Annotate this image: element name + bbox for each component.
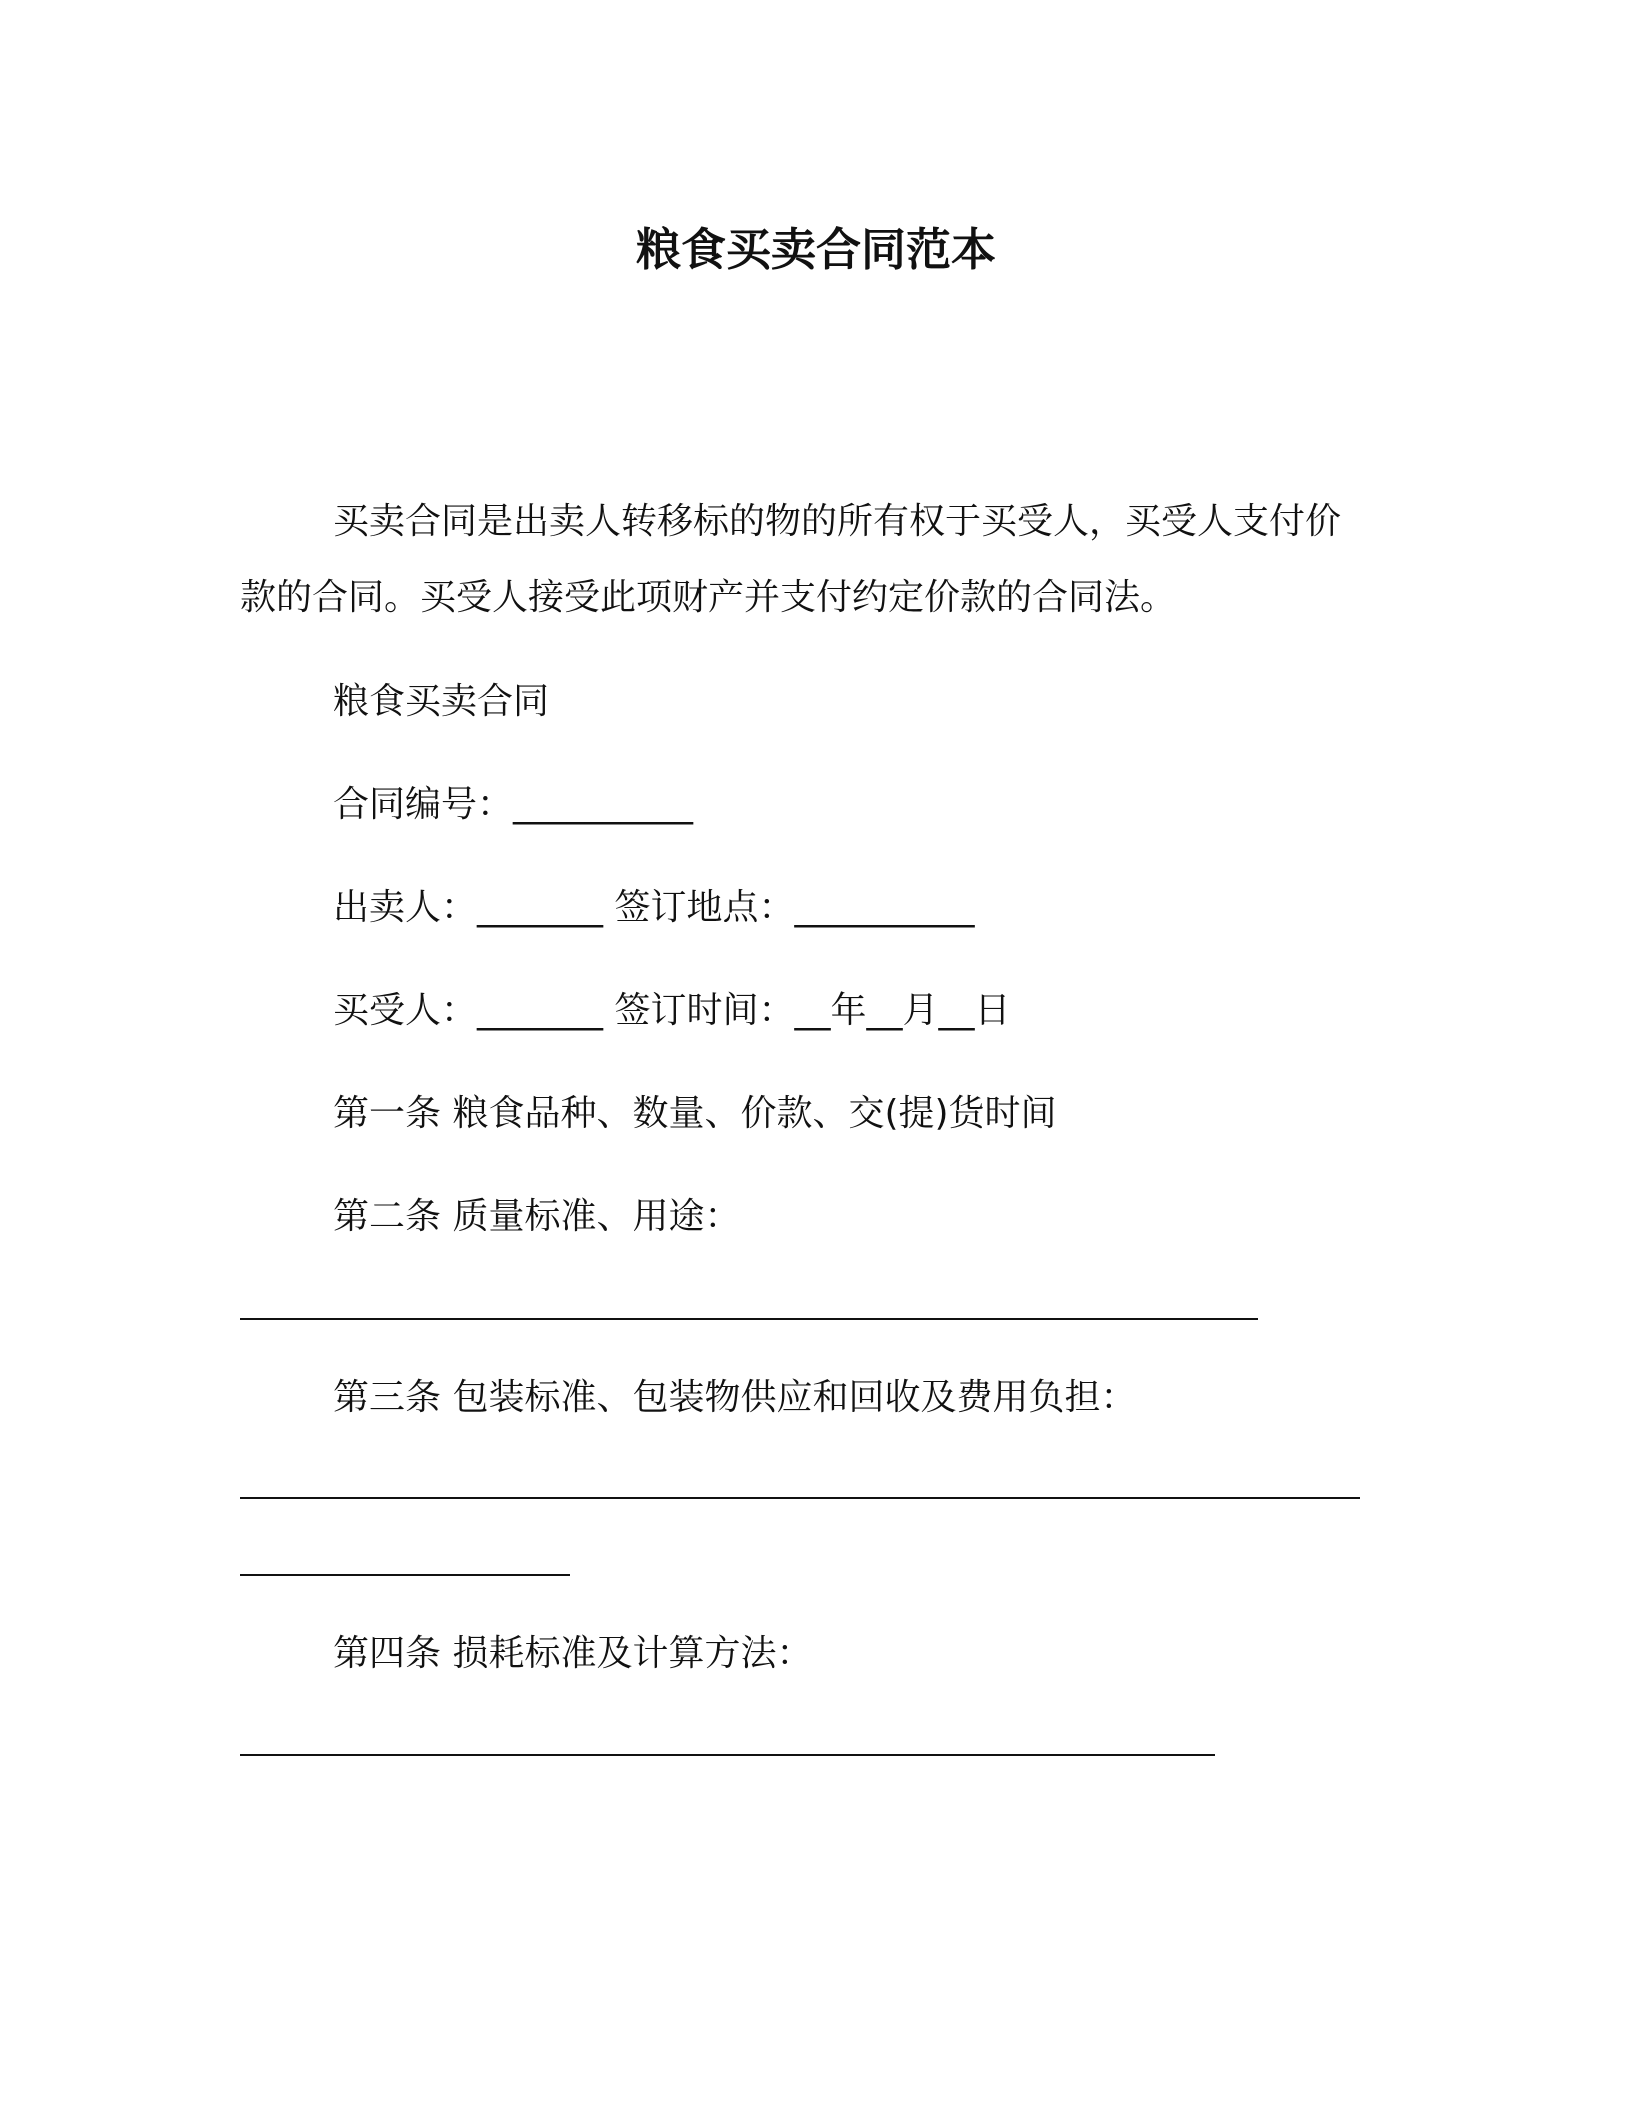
contract-number-field: 合同编号：__________: [333, 784, 694, 825]
article-4: 第四条 损耗标准及计算方法：: [333, 1633, 813, 1674]
article-3-blank-line-1: [240, 1497, 1360, 1499]
document-title: 粮食买卖合同范本: [635, 223, 996, 276]
article-1: 第一条 粮食品种、数量、价款、交(提)货时间: [333, 1093, 1057, 1134]
intro-paragraph-line-2: 款的合同。买受人接受此项财产并支付约定价款的合同法。: [240, 577, 1177, 618]
buyer-and-date-field: 买受人：_______ 签订时间：__年__月__日: [333, 990, 1011, 1031]
article-3: 第三条 包装标准、包装物供应和回收及费用负担：: [333, 1377, 1137, 1418]
article-2: 第二条 质量标准、用途：: [333, 1196, 741, 1237]
seller-and-place-field: 出卖人：_______ 签订地点：__________: [333, 887, 975, 928]
intro-paragraph-line-1: 买卖合同是出卖人转移标的物的所有权于买受人，买受人支付价: [333, 501, 1342, 542]
contract-heading: 粮食买卖合同: [333, 681, 550, 722]
article-4-blank-line: [240, 1754, 1215, 1756]
article-3-blank-line-2: [240, 1574, 570, 1576]
article-2-blank-line: [240, 1318, 1258, 1320]
